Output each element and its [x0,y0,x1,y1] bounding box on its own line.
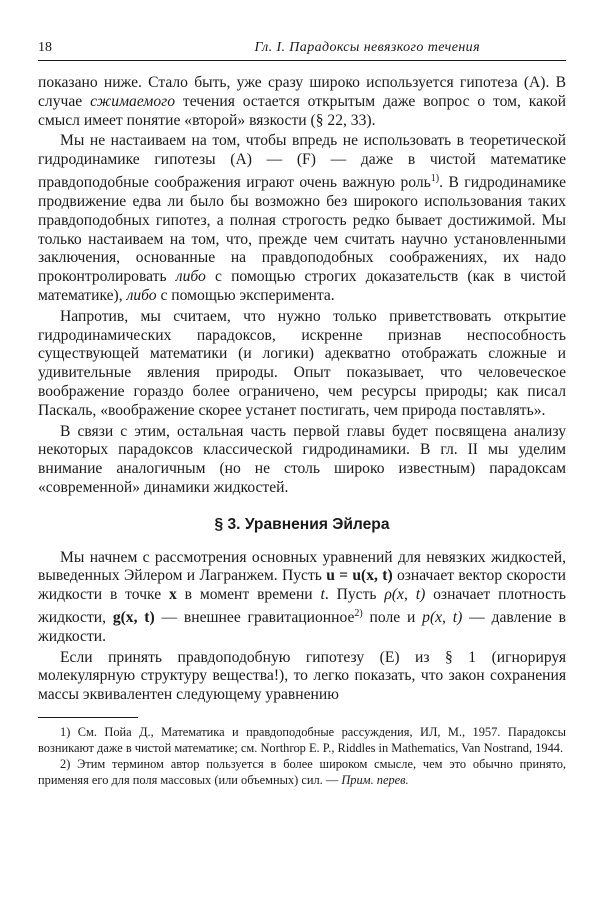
paragraph-euler-intro [38,549,566,647]
footnote-ref-2: 2) [354,607,363,619]
italic-term: либо [126,286,157,304]
math-pressure: p(x, t) [422,609,463,627]
math-velocity: u = u(x, t) [326,567,393,585]
math-time: t [320,586,325,604]
paragraph-mass-conservation: Если принять правдоподобную гипотезу (Е) из § 1 (игнорируя молекулярную структуру вещества!), то легко показать, что закон сохранения массы эквивалентен следующему уравнению [38,648,566,704]
paragraph-paradoxes: Напротив, мы считаем, что нужно только приветствовать открытие гидродинамических парадоксов, искренне признав неспособность существующей математики (и логики) адекватно отображать сложные и удивительные явления природы. Опыт показывает, что человеческое воображение гораздо более ограничено, чем ресурсы природы; как писал Паскаль, «воображение скорее устанет постигать, чем природа поставлять». [38,307,566,419]
text-run: с помощью строгих доказательств (как в чистой математике), [38,268,566,304]
text-run: поле и [362,609,423,627]
footnote-2 [38,757,566,788]
text-run: Мы не настаиваем на том, чтобы впредь не использовать в теоретической гидродинамике гипотезы (А) — (F) — даже в чистой математике правдоподобные соображения играют очень важную роль [38,132,566,192]
text-run: . Пусть [324,586,385,604]
text-run: — внешнее гравитационное [154,609,355,627]
section-heading: § 3. Уравнения Эйлера [214,515,390,533]
math-point: x [169,586,177,604]
text-run: означает плотность жидкости, [38,586,566,627]
paragraph-hypotheses [38,132,566,305]
translator-note: Прим. перев. [341,772,409,787]
header-rule [38,60,566,61]
text-run: 2) Этим термином автор пользуется в более широком смысле, чем это обычно принято, применяя его для поля массовых (или объемных) сил. — [38,757,566,787]
footnote-1: 1) См. Пойа Д., Математика и правдоподобные рассуждения, ИЛ, М., 1957. Парадоксы возникают даже в чистой математике; см. Northrop E. P., Riddles in Mathematics, Van Nostrand, 1944. [38,725,566,755]
italic-term: либо [175,268,206,286]
math-gravity: g(x, t) [112,609,155,627]
text-run: показано ниже. Стало быть, уже сразу широко используется гипотеза (А). В случае [38,74,566,110]
footnote-rule [38,717,138,718]
main-text [38,74,566,705]
math-density: ρ(x, t) [384,586,426,604]
text-run: с помощью эксперимента. [156,286,335,304]
running-header [38,38,566,58]
text-run: означает вектор скорости жидкости в точке [38,567,567,604]
text-run: Мы начнем с рассмотрения основных уравнений для невязких жидкостей, выведенных Эйлером и Лагранжем. Пусть [38,548,566,585]
text-run: течения остается открытым даже вопрос о том, какой смысл имеет понятие «второй» вязкости (§ 22, 33). [38,92,566,129]
text-run: . В гидродинамике продвижение едва ли было бы возможно без широкого использования таких правдоподобных гипотез, а полная строгость редко бывает достижимой. Мы только настаиваем на том, что, прежде чем считать научно установленными заключения, основанные на правдоподобных соображениях, их надо проконтролировать [38,174,566,286]
text-run: в момент времени [176,586,321,604]
text-run: — давление в жидкости. [38,609,567,645]
paragraph-chapter-plan: В связи с этим, остальная часть первой главы будет посвящена анализу некоторых парадоксов классической гидродинамики. В гл. II мы уделим внимание аналогичным (но не столь широко известным) парадоксам «современной» динамики жидкостей. [38,422,566,496]
footnote-ref-1: 1) [430,172,440,184]
italic-term: сжимаемого [90,92,176,110]
book-page [38,38,566,788]
page-number: 18 [38,40,52,55]
paragraph-continuation [38,74,566,130]
footnotes [38,725,566,788]
running-title: Гл. I. Парадоксы невязкого течения [254,40,480,55]
